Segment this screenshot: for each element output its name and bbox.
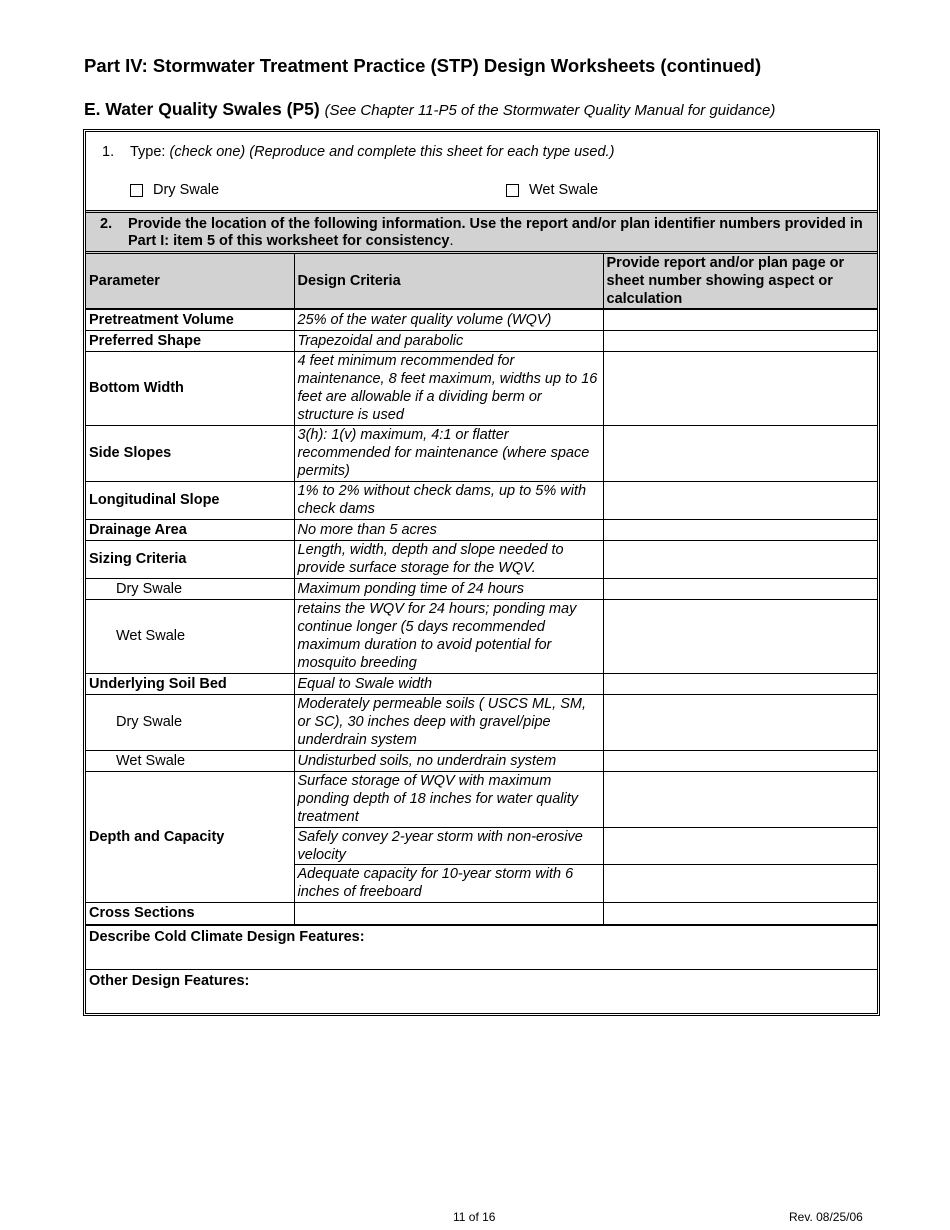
- table-row: [86, 578, 877, 599]
- criteria-sizing-wet-swale: retains the WQV for 24 hours; ponding may continue longer (5 days recommended maximum duration to avoid potential for mosquito breeding: [294, 599, 603, 673]
- table-row: [86, 750, 877, 771]
- table-row: [86, 540, 877, 578]
- param-soil-wet-swale: Wet Swale: [86, 750, 294, 771]
- table-row: [86, 673, 877, 694]
- table-row: [86, 425, 877, 481]
- type-label: Type:: [130, 144, 170, 160]
- section-title: [84, 99, 775, 120]
- param-underlying-soil-bed: Underlying Soil Bed: [86, 673, 294, 694]
- criteria-cross-sections: [294, 902, 603, 924]
- reference-input-depth-10-year-storm[interactable]: [603, 864, 877, 902]
- reference-input-bottom-width[interactable]: [603, 351, 877, 425]
- reference-input-cross-sections[interactable]: [603, 902, 877, 924]
- table-row: [86, 330, 877, 351]
- reference-input-drainage-area[interactable]: [603, 519, 877, 540]
- table-row: [86, 694, 877, 750]
- table-row: [86, 481, 877, 519]
- type-instruction: [102, 144, 614, 160]
- criteria-depth-wqv-storage: Surface storage of WQV with maximum ponding depth of 18 inches for water quality treatment: [294, 771, 603, 827]
- reference-input-underlying-soil-bed[interactable]: [603, 673, 877, 694]
- type-selection-block: [86, 132, 877, 210]
- reference-input-longitudinal-slope[interactable]: [603, 481, 877, 519]
- wet-swale-checkbox[interactable]: [506, 184, 519, 197]
- criteria-sizing-criteria: Length, width, depth and slope needed to provide surface storage for the WQV.: [294, 540, 603, 578]
- reference-input-pretreatment-volume[interactable]: [603, 309, 877, 330]
- criteria-soil-dry-swale: Moderately permeable soils ( USCS ML, SM, or SC), 30 inches deep with gravel/pipe underdrain system: [294, 694, 603, 750]
- dry-swale-label: Dry Swale: [153, 182, 220, 198]
- param-soil-dry-swale: Dry Swale: [86, 694, 294, 750]
- param-drainage-area: Drainage Area: [86, 519, 294, 540]
- reference-input-depth-wqv-storage[interactable]: [603, 771, 877, 827]
- table-header-row: [86, 254, 877, 309]
- criteria-underlying-soil-bed: Equal to Swale width: [294, 673, 603, 694]
- type-instruction-text: (check one) (Reproduce and complete this sheet for each type used.): [169, 144, 615, 160]
- dry-swale-checkbox[interactable]: [130, 184, 143, 197]
- param-depth-and-capacity: Depth and Capacity: [86, 771, 294, 902]
- section-title-main: E. Water Quality Swales (P5): [84, 99, 320, 119]
- param-sizing-dry-swale: Dry Swale: [86, 578, 294, 599]
- param-preferred-shape: Preferred Shape: [86, 330, 294, 351]
- location-item-number: 2.: [100, 216, 113, 232]
- criteria-longitudinal-slope: 1% to 2% without check dams, up to 5% with check dams: [294, 481, 603, 519]
- reference-input-sizing-criteria[interactable]: [603, 540, 877, 578]
- reference-input-preferred-shape[interactable]: [603, 330, 877, 351]
- dry-swale-option[interactable]: [130, 182, 219, 198]
- criteria-depth-10-year-storm: Adequate capacity for 10-year storm with 6 inches of freeboard: [294, 864, 603, 902]
- param-sizing-wet-swale: Wet Swale: [86, 599, 294, 673]
- criteria-bottom-width: 4 feet minimum recommended for maintenance, 8 feet maximum, widths up to 16 feet are allowable if a dividing berm or structure is used: [294, 351, 603, 425]
- table-row: [86, 599, 877, 673]
- revision-date: Rev. 08/25/06: [789, 1210, 863, 1224]
- header-design-criteria: Design Criteria: [294, 254, 603, 309]
- criteria-depth-2-year-storm: Safely convey 2-year storm with non-erosive velocity: [294, 827, 603, 864]
- cold-climate-label: Describe Cold Climate Design Features:: [89, 928, 365, 945]
- type-item-number: 1.: [102, 144, 115, 160]
- page-number: 11 of 16: [453, 1210, 496, 1224]
- reference-input-sizing-wet-swale[interactable]: [603, 599, 877, 673]
- param-bottom-width: Bottom Width: [86, 351, 294, 425]
- wet-swale-option[interactable]: [506, 182, 598, 198]
- design-worksheet-form: [83, 129, 880, 1016]
- criteria-preferred-shape: Trapezoidal and parabolic: [294, 330, 603, 351]
- part-title: Part IV: Stormwater Treatment Practice (STP) Design Worksheets (continued): [84, 55, 762, 76]
- reference-input-soil-wet-swale[interactable]: [603, 750, 877, 771]
- param-pretreatment-volume: Pretreatment Volume: [86, 309, 294, 330]
- param-sizing-criteria: Sizing Criteria: [86, 540, 294, 578]
- param-cross-sections: Cross Sections: [86, 902, 294, 924]
- reference-input-side-slopes[interactable]: [603, 425, 877, 481]
- header-report-reference: Provide report and/or plan page or sheet number showing aspect or calculation: [603, 254, 877, 309]
- other-features-label: Other Design Features:: [89, 972, 250, 989]
- table-row: [86, 351, 877, 425]
- criteria-drainage-area: No more than 5 acres: [294, 519, 603, 540]
- reference-input-depth-2-year-storm[interactable]: [603, 827, 877, 864]
- header-parameter: Parameter: [86, 254, 294, 309]
- location-instruction-bar: [86, 210, 877, 254]
- table-row: [86, 902, 877, 924]
- criteria-side-slopes: 3(h): 1(v) maximum, 4:1 or flatter recommended for maintenance (where space permits): [294, 425, 603, 481]
- param-side-slopes: Side Slopes: [86, 425, 294, 481]
- param-longitudinal-slope: Longitudinal Slope: [86, 481, 294, 519]
- section-guidance: (See Chapter 11-P5 of the Stormwater Quality Manual for guidance): [324, 102, 776, 119]
- wet-swale-label: Wet Swale: [529, 182, 599, 198]
- table-row: [86, 309, 877, 330]
- reference-input-soil-dry-swale[interactable]: [603, 694, 877, 750]
- table-row: [86, 519, 877, 540]
- criteria-sizing-dry-swale: Maximum ponding time of 24 hours: [294, 578, 603, 599]
- location-instruction-text: Provide the location of the following information. Use the report and/or plan identifier numbers provided in Part I: item 5 of this worksheet for consistency.: [128, 216, 863, 249]
- criteria-pretreatment-volume: 25% of the water quality volume (WQV): [294, 309, 603, 330]
- criteria-soil-wet-swale: Undisturbed soils, no underdrain system: [294, 750, 603, 771]
- table-row: [86, 771, 877, 827]
- other-design-features[interactable]: [86, 969, 877, 1013]
- reference-input-sizing-dry-swale[interactable]: [603, 578, 877, 599]
- design-criteria-table: [86, 254, 877, 925]
- cold-climate-design-features[interactable]: [86, 925, 877, 969]
